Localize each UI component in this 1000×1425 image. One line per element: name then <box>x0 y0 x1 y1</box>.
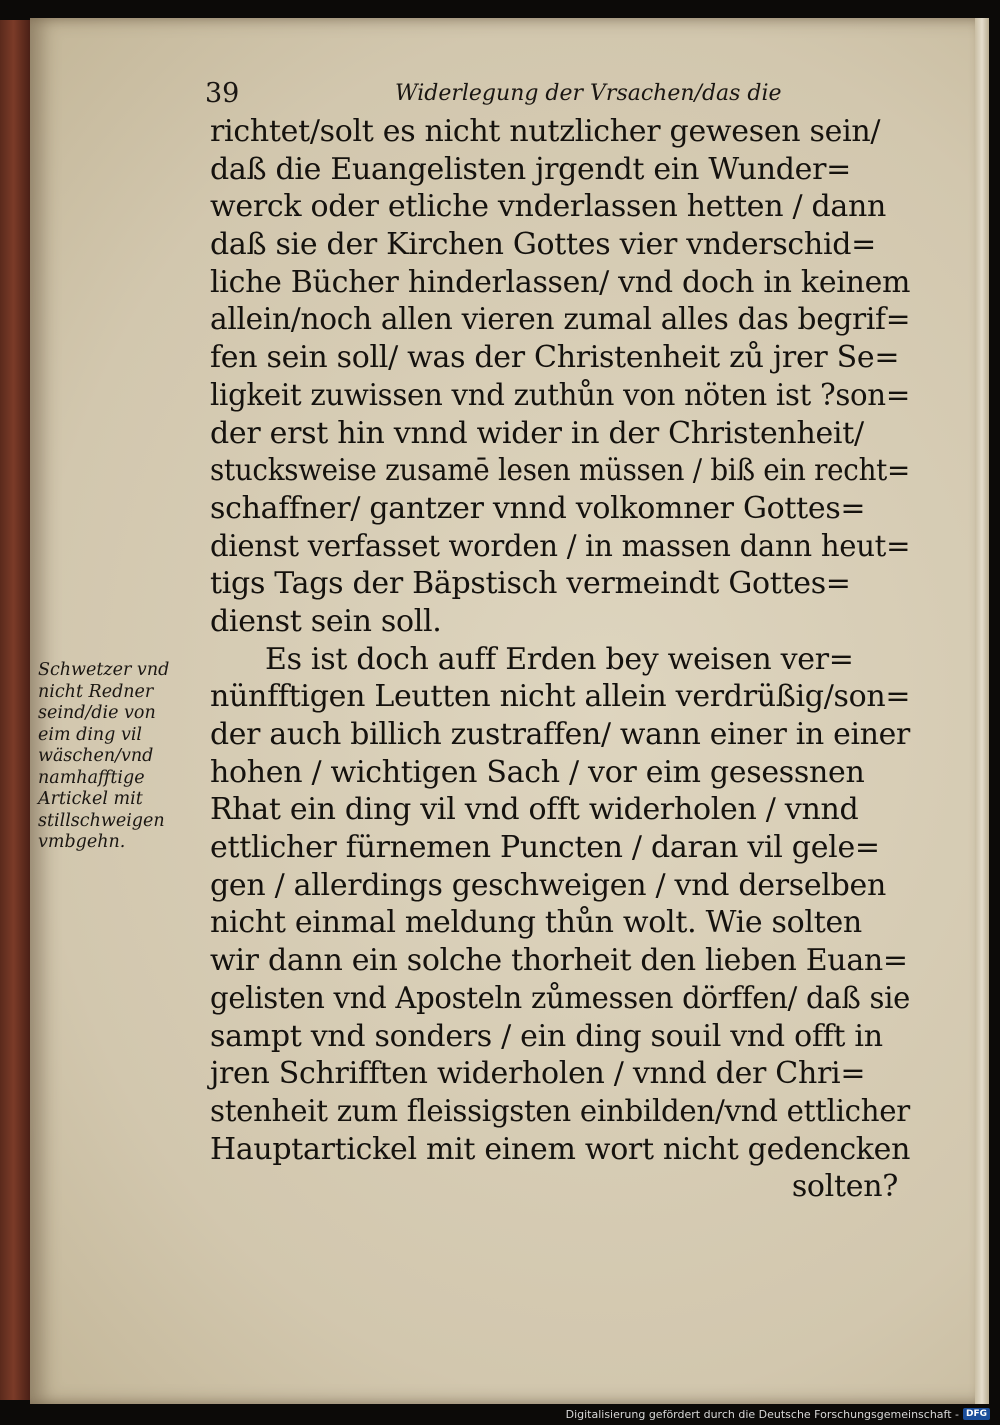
marginal-note-line: Artickel mit <box>38 789 143 809</box>
digitization-credit <box>566 1406 990 1422</box>
text-line: stenheit zum fleissigsten einbilden/vnd ettlicher <box>210 1093 910 1129</box>
text-line: gelisten vnd Aposteln zůmessen dörffen/ daß sie <box>210 980 910 1016</box>
text-line: dienst verfasset worden / in massen dann heut= <box>210 528 911 564</box>
text-line: daß die Euangelisten jrgendt ein Wunder= <box>210 151 852 187</box>
text-line: jren Schrifften widerholen / vnnd der Chri= <box>210 1056 866 1092</box>
text-line: sampt vnd sonders / ein ding souil vnd offt in <box>210 1018 883 1054</box>
text-line: nünfftigen Leutten nicht allein verdrüßig/son= <box>210 679 911 715</box>
text-line-last: solten? <box>791 1169 898 1205</box>
page-number: 39 <box>205 78 240 109</box>
marginal-note-line: wäschen/vnd <box>38 746 154 766</box>
text-line: stucksweise zusamē lesen müssen / biß ein recht= <box>210 453 911 489</box>
marginal-note-line: eim ding vil <box>38 724 143 745</box>
running-head <box>205 78 785 112</box>
text-line: der auch billich zustraffen/ wann einer in einer <box>210 717 911 752</box>
text-line: dienst sein soll. <box>210 603 442 639</box>
marginal-note <box>38 660 208 854</box>
text-line: ligkeit zuwissen vnd zuthůn von nöten ist ?son= <box>210 377 910 413</box>
marginal-note-line: namhafftige <box>38 767 145 788</box>
text-line: Hauptartickel mit einem wort nicht gedencken <box>210 1131 911 1167</box>
marginal-note-line: seind/die von <box>38 703 156 723</box>
text-line: fen sein soll/ was der Christenheit zů jrer Se= <box>210 340 900 376</box>
running-head-title: Widerlegung der Vrsachen/das die <box>395 81 782 106</box>
dfg-logo-icon: DFG <box>963 1408 990 1420</box>
text-line: richtet/solt es nicht nutzlicher gewesen sein/ <box>210 114 881 149</box>
text-line: gen / allerdings geschweigen / vnd derselben <box>210 867 886 903</box>
text-line: Rhat ein ding vil vnd offt widerholen / vnnd <box>210 792 859 828</box>
marginal-note-line: stillschweigen <box>38 810 165 831</box>
book-binding <box>0 20 30 1400</box>
text-line: allein/noch allen vieren zumal alles das begrif= <box>210 302 911 338</box>
paragraph-first-line: Es ist doch auff Erden bey weisen ver= <box>265 641 854 677</box>
credit-text: Digitalisierung gefördert durch die Deutsche Forschungsgemeinschaft - <box>565 1407 959 1421</box>
body-text <box>210 113 910 1206</box>
marginal-note-line: Schwetzer vnd <box>38 660 170 680</box>
text-line: nicht einmal meldung thůn wolt. Wie solten <box>210 905 862 941</box>
text-line: daß sie der Kirchen Gottes vier vnderschid= <box>210 227 876 263</box>
text-line: hohen / wichtigen Sach / vor eim gesessnen <box>210 754 865 790</box>
marginal-note-line: nicht Redner <box>38 681 154 702</box>
text-line: schaffner/ gantzer vnnd volkomner Gottes= <box>210 490 866 526</box>
page-edge <box>975 18 989 1404</box>
text-line: wir dann ein solche thorheit den lieben Euan= <box>210 943 908 979</box>
text-line: tigs Tags der Bäpstisch vermeindt Gottes= <box>210 566 851 602</box>
text-line: werck oder etliche vnderlassen hetten / dann <box>210 189 887 225</box>
text-line: ettlicher fürnemen Puncten / daran vil gele= <box>210 830 880 866</box>
text-line: der erst hin vnnd wider in der Christenheit/ <box>210 415 864 451</box>
text-line: liche Bücher hinderlassen/ vnd doch in keinem <box>210 264 911 300</box>
marginal-note-line: vmbgehn. <box>38 832 126 852</box>
